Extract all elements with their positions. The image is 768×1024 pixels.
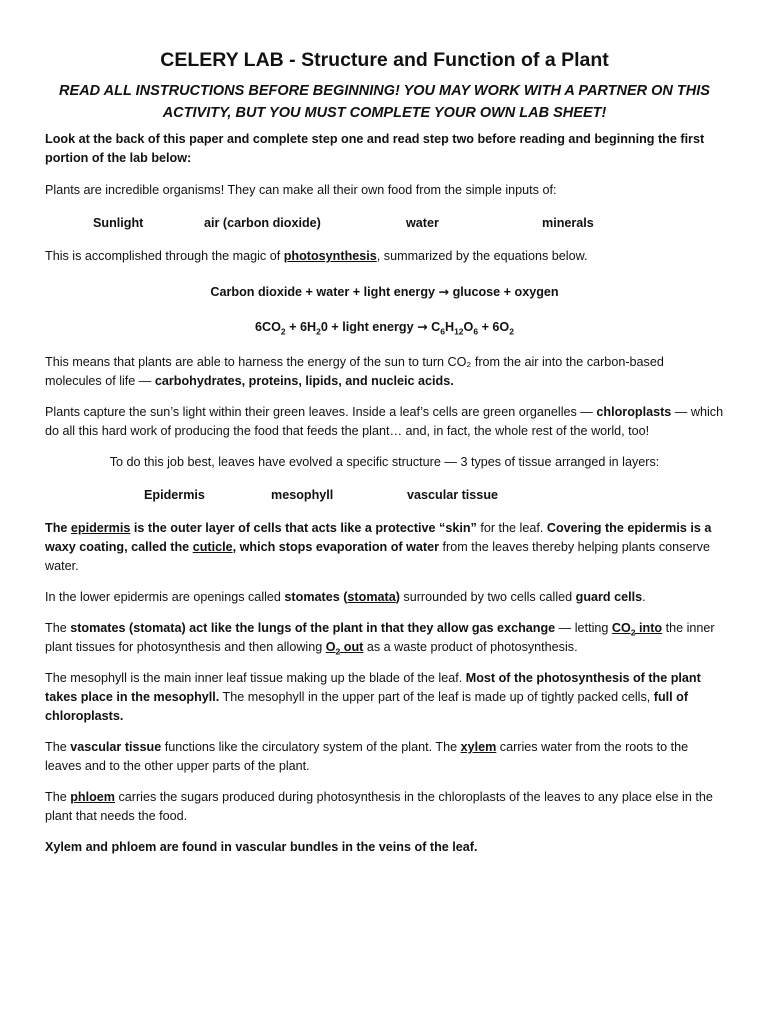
out-text: out [340,640,364,654]
tissue-mesophyll: mesophyll [271,488,334,502]
chloro-text: Plants capture the sun’s light within their green leaves. Inside a leaf’s cells are green organelles — [45,405,597,419]
instructions-line-2: ACTIVITY, BUT YOU MUST COMPLETE YOUR OWN LAB SHEET! [162,105,607,121]
epidermis-text: , which stops evaporation of water [232,540,440,554]
o2-text: O [325,640,336,654]
photosynthesis-post: , summarized by the equations below. [376,249,588,263]
photosynthesis-sentence [45,247,724,266]
input-water: water [406,216,439,230]
formula-sub: 2 [509,326,514,337]
co2-text: CO [611,621,631,635]
epidermis-text: from the leaves thereby helping plants conserve water. [45,540,710,573]
phloem-paragraph [45,788,724,826]
vascular-text: The [45,740,71,754]
vascular-text: carries water from the roots to the leaves and to the other upper parts of the plant. [45,740,689,773]
input-air: air (carbon dioxide) [204,216,321,230]
formula-part: H [444,320,455,334]
phloem-text: carries the sugars produced during photosynthesis in the chloroplasts of the leaves to any place else in the plant that needs the food. [45,790,713,823]
formula-sub: 12 [454,326,464,337]
lower-text: . [642,590,646,604]
stomata-term: stomata [347,590,396,604]
harness-molecules: carbohydrates, proteins, lipids, and nucleic acids. [154,374,454,388]
formula-part: C [427,320,441,334]
word-equation-right: glucose + oxygen [449,285,559,299]
photosynthesis-term: photosynthesis [283,249,377,263]
mesophyll-paragraph [45,669,724,726]
tissue-list [45,486,724,505]
co2-sub: 2 [630,627,636,638]
tissue-vascular: vascular tissue [407,488,499,502]
formula-sub: 2 [280,326,286,337]
chloro-post: — which do all this hard work of producing the food that feeds the plant… and, in fact, the whole rest of the world, too! [45,405,724,438]
guard-cells-term: guard cells [575,590,643,604]
formula-part: 6CO [255,320,281,334]
tissue-epidermis: Epidermis [144,488,205,502]
epidermis-text: Covering the epidermis is a waxy coating, called the [45,521,712,554]
stomates-text: stomates (stomata) act like the lungs of the plant in that they allow gas exchange [70,621,556,635]
mesophyll-text: Most of the photosynthesis of the plant takes place in the mesophyll. [45,671,701,704]
phloem-text: The [45,790,71,804]
formula-part: + 6O [478,320,510,334]
xylem-term: xylem [460,740,497,754]
closing-sentence: Xylem and phloem are found in vascular bundles in the veins of the leaf. [45,840,478,854]
arrow-right-icon: → [438,284,450,299]
arrow-right-icon: → [417,319,428,334]
stomates-paragraph [45,619,724,657]
formula-part: + 6H [285,320,317,334]
word-equation-left: Carbon dioxide + water + light energy [210,285,439,299]
page-title: CELERY LAB - Structure and Function of a Plant [160,49,609,71]
input-minerals: minerals [542,216,594,230]
phloem-term: phloem [70,790,115,804]
co2-into [611,621,663,638]
formula-sub: 6 [473,326,479,337]
lower-text: surrounded by two cells called [399,590,576,604]
epidermis-paragraph [45,519,724,576]
epidermis-text: is the outer layer of cells that acts like a protective “skin” [130,521,477,535]
harness-paragraph [45,353,724,391]
inputs-list [45,214,724,233]
cuticle-term: cuticle [192,540,233,554]
formula-part: O [463,320,474,334]
into-text: into [635,621,663,635]
o2-out [325,640,364,657]
photosynthesis-pre: This is accomplished through the magic of [45,249,284,263]
vascular-paragraph [45,738,724,776]
stomates-text: — letting [555,621,612,635]
epidermis-text: for the leaf. [476,521,547,535]
formula-sub: 6 [440,326,445,337]
lower-text: ) [395,590,400,604]
inputs-sentence: Plants are incredible organisms! They can make all their own food from the simple inputs of: [45,183,557,197]
mesophyll-text: The mesophyll in the upper part of the leaf is made up of tightly packed cells, [219,690,654,704]
epidermis-text: The [45,521,71,535]
input-sunlight: Sunlight [93,216,144,230]
stomates-text: the inner plant tissues for photosynthesis and then allowing [45,621,715,654]
mesophyll-text: full of chloroplasts. [45,690,689,723]
mesophyll-text: The mesophyll is the main inner leaf tissue making up the blade of the leaf. [45,671,466,685]
formula-equation [45,317,724,337]
stomates-text: The [45,621,71,635]
chloro-term: chloroplasts [596,405,672,419]
formula-part: 0 + light energy [320,320,418,334]
o2-sub: 2 [335,646,341,657]
lower-text: In the lower epidermis are openings called [45,590,285,604]
harness-text: This means that plants are able to harness the energy of the sun to turn CO₂ from the air into the carbon-based molecules of life — [45,355,664,388]
lower-epidermis-paragraph [45,588,724,607]
intro-paragraph: Look at the back of this paper and complete step one and read step two before reading and beginning the first portion of the lab below: [45,132,705,165]
stomates-text: as a waste product of photosynthesis. [363,640,578,654]
word-equation [45,282,724,302]
vascular-text: functions like the circulatory system of the plant. The [161,740,461,754]
structure-sentence: To do this job best, leaves have evolved a specific structure — 3 types of tissue arranged in layers: [109,455,660,469]
formula-sub: 2 [316,326,321,337]
chloroplast-paragraph [45,403,724,441]
vascular-term: vascular tissue [70,740,162,754]
epidermis-term: epidermis [70,521,131,535]
lower-text: stomates ( [284,590,348,604]
instructions-line-1: READ ALL INSTRUCTIONS BEFORE BEGINNING! YOU MAY WORK WITH A PARTNER ON THIS [59,83,710,99]
